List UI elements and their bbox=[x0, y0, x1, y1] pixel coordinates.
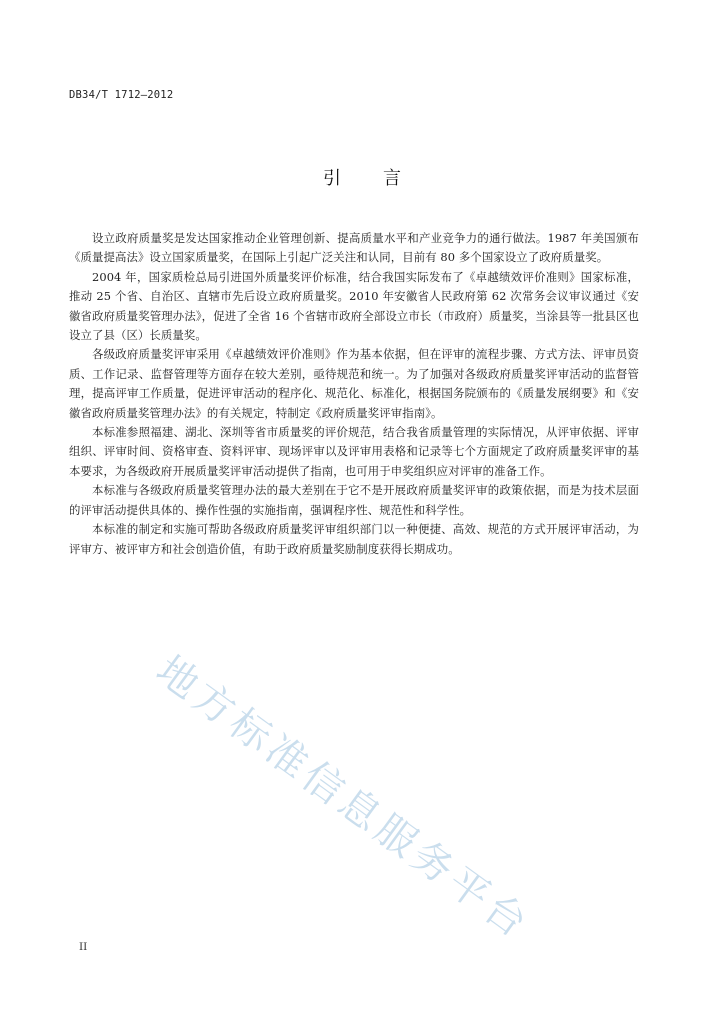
paragraph-1: 设立政府质量奖是发达国家推动企业管理创新、提高质量水平和产业竞争力的通行做法。1987 年美国颁布《质量提高法》设立国家质量奖，在国际上引起广泛关注和认同，目前有 80 多个国家设立了政府质量奖。 bbox=[69, 231, 639, 265]
section-title: 引言 bbox=[323, 168, 443, 189]
paragraph-2: 2004 年，国家质检总局引进国外质量奖评价标准，结合我国实际发布了《卓越绩效评价准则》国家标准，推动 25 个省、自治区、直辖市先后设立政府质量奖。2010 年安徽省人民政府第 62 次常务会议审议通过《安徽省政府质量奖管理办法》，促进了全省 16 个省辖市政府全部设立市长（市政府）质量奖，当涂县等一批县区也设立了县（区）长质量奖。 bbox=[69, 269, 639, 343]
introduction-body bbox=[69, 229, 639, 559]
paragraph-4: 本标准参照福建、湖北、深圳等省市质量奖的评价规范，结合我省质量管理的实际情况，从评审依据、评审组织、评审时间、资格审查、资料评审、现场评审以及评审用表格和记录等七个方面规定了政府质量奖评审的基本要求，为各级政府开展质量奖评审活动提供了指南，也可用于申奖组织应对评审的准备工作。 bbox=[69, 425, 639, 478]
page-number: II bbox=[79, 941, 88, 953]
paragraph-3: 各级政府质量奖评审采用《卓越绩效评价准则》作为基本依据，但在评审的流程步骤、方式方法、评审员资质、工作记录、监督管理等方面存在较大差别，亟待规范和统一。为了加强对各级政府质量奖评审活动的监督管理，提高评审工作质量，促进评审活动的程序化、规范化、标准化，根据国务院颁布的《质量发展纲要》和《安徽省政府质量奖管理办法》的有关规定，特制定《政府质量奖评审指南》。 bbox=[69, 347, 639, 420]
paragraph-6: 本标准的制定和实施可帮助各级政府质量奖评审组织部门以一种便捷、高效、规范的方式开展评审活动，为评审方、被评审方和社会创造价值，有助于政府质量奖励制度获得长期成功。 bbox=[69, 522, 639, 556]
paragraph-5: 本标准与各级政府质量奖管理办法的最大差别在于它不是开展政府质量奖评审的政策依据，而是为技术层面的评审活动提供具体的、操作性强的实施指南，强调程序性、规范性和科学性。 bbox=[69, 483, 639, 517]
document-code: DB34/T 1712—2012 bbox=[69, 89, 174, 101]
watermark: 地方标准信息服务平台 bbox=[147, 647, 539, 949]
